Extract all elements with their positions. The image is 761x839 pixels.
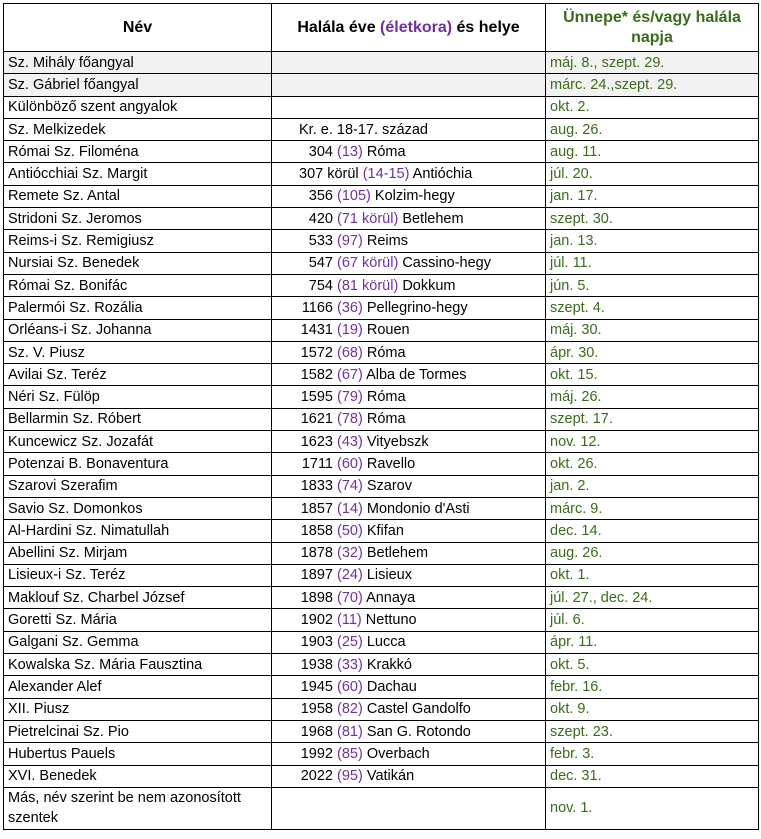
cell-death xyxy=(272,431,546,453)
cell-feast: okt. 15. xyxy=(546,364,759,386)
death-year: 1595 xyxy=(300,389,333,406)
cell-name: Kowalska Sz. Mária Fausztina xyxy=(4,654,272,676)
death-age: (81 körül) xyxy=(337,277,399,294)
cell-death xyxy=(272,698,546,720)
cell-feast: júl. 6. xyxy=(546,609,759,631)
death-year: 1431 xyxy=(300,322,333,339)
death-place: Nettuno xyxy=(365,612,417,629)
death-place: Krakkó xyxy=(366,656,412,673)
cell-name: Antiócchiai Sz. Margit xyxy=(4,163,272,185)
death-age: (50) xyxy=(337,522,363,539)
death-year: 420 xyxy=(308,210,333,227)
table-row xyxy=(4,609,759,631)
saints-table xyxy=(3,3,759,830)
table-row xyxy=(4,141,759,163)
death-year: 356 xyxy=(308,188,333,205)
death-year: 754 xyxy=(308,277,333,294)
cell-death xyxy=(272,341,546,363)
death-age: (70) xyxy=(337,589,363,606)
death-year: 1902 xyxy=(300,612,333,629)
death-place: Castel Gandolfo xyxy=(366,701,471,718)
cell-feast: febr. 3. xyxy=(546,743,759,765)
death-age: (33) xyxy=(337,656,363,673)
death-age: (95) xyxy=(337,768,363,785)
cell-feast: szept. 23. xyxy=(546,720,759,742)
cell-feast: ápr. 30. xyxy=(546,341,759,363)
cell-name: Sz. Melkizedek xyxy=(4,118,272,140)
cell-death xyxy=(272,453,546,475)
death-year: 1938 xyxy=(300,656,333,673)
death-age: (67) xyxy=(337,366,363,383)
cell-name: Al-Hardini Sz. Nimatullah xyxy=(4,520,272,542)
death-year: 1623 xyxy=(300,433,333,450)
table-row xyxy=(4,654,759,676)
death-year: 2022 xyxy=(300,768,333,785)
death-age: (19) xyxy=(337,322,363,339)
cell-name: Sz. V. Piusz xyxy=(4,341,272,363)
death-age: (14-15) xyxy=(362,166,410,183)
death-age: (97) xyxy=(337,233,363,250)
cell-death xyxy=(272,230,546,252)
cell-feast: jan. 13. xyxy=(546,230,759,252)
cell-feast: dec. 14. xyxy=(546,520,759,542)
death-age: (82) xyxy=(337,701,363,718)
table-row xyxy=(4,96,759,118)
cell-death xyxy=(272,765,546,787)
cell-feast: szept. 4. xyxy=(546,297,759,319)
death-year: 1582 xyxy=(300,366,333,383)
cell-feast: júl. 20. xyxy=(546,163,759,185)
cell-feast: aug. 26. xyxy=(546,118,759,140)
death-place: Betlehem xyxy=(402,210,464,227)
death-age: (60) xyxy=(337,678,363,695)
table-row xyxy=(4,765,759,787)
cell-feast: nov. 12. xyxy=(546,431,759,453)
cell-feast: okt. 5. xyxy=(546,654,759,676)
cell-death xyxy=(272,163,546,185)
death-place: Mondonio d'Asti xyxy=(366,500,470,517)
cell-death xyxy=(272,96,546,118)
table-row xyxy=(4,787,759,829)
cell-name: Néri Sz. Fülöp xyxy=(4,386,272,408)
header-feast: Ünnepe* és/vagy halála napja xyxy=(546,4,759,52)
death-age: (67 körül) xyxy=(337,255,399,272)
cell-feast: jún. 5. xyxy=(546,274,759,296)
table-row xyxy=(4,453,759,475)
death-year: Kr. e. 18-17. század xyxy=(299,121,428,138)
cell-death xyxy=(272,364,546,386)
death-age: (74) xyxy=(337,478,363,495)
cell-feast: okt. 1. xyxy=(546,564,759,586)
death-year: 1992 xyxy=(300,745,333,762)
cell-name: Palermói Sz. Rozália xyxy=(4,297,272,319)
death-place: Pellegrino-hegy xyxy=(366,299,468,316)
death-place: Overbach xyxy=(366,745,430,762)
table-row xyxy=(4,252,759,274)
table-row xyxy=(4,520,759,542)
cell-name: Más, név szerint be nem azonosított szentek xyxy=(4,787,272,829)
cell-death xyxy=(272,720,546,742)
cell-feast: dec. 31. xyxy=(546,765,759,787)
cell-name: Abellini Sz. Mirjam xyxy=(4,542,272,564)
table-row xyxy=(4,720,759,742)
death-year: 1572 xyxy=(300,344,333,361)
death-place: Kolzim-hegy xyxy=(374,188,455,205)
cell-death xyxy=(272,520,546,542)
cell-death xyxy=(272,386,546,408)
table-row xyxy=(4,52,759,74)
cell-death xyxy=(272,631,546,653)
table-row xyxy=(4,564,759,586)
table-row xyxy=(4,319,759,341)
death-year: 1897 xyxy=(300,567,333,584)
cell-name: Potenzai B. Bonaventura xyxy=(4,453,272,475)
death-age: (79) xyxy=(337,389,363,406)
table-row xyxy=(4,74,759,96)
death-place: Annaya xyxy=(366,589,416,606)
cell-name: Remete Sz. Antal xyxy=(4,185,272,207)
table-row xyxy=(4,587,759,609)
table-row xyxy=(4,297,759,319)
cell-name: Orléans-i Sz. Johanna xyxy=(4,319,272,341)
death-age: (78) xyxy=(337,411,363,428)
table-row xyxy=(4,542,759,564)
cell-feast: máj. 26. xyxy=(546,386,759,408)
death-place: Dokkum xyxy=(402,277,456,294)
death-place: Kfifan xyxy=(366,522,404,539)
table-row xyxy=(4,408,759,430)
cell-death xyxy=(272,542,546,564)
death-place: Lucca xyxy=(366,634,406,651)
table-row xyxy=(4,631,759,653)
death-age: (25) xyxy=(337,634,363,651)
cell-death xyxy=(272,52,546,74)
cell-death xyxy=(272,497,546,519)
cell-name: Római Sz. Filoména xyxy=(4,141,272,163)
header-death-age: (életkora) xyxy=(380,18,453,36)
death-age: (43) xyxy=(337,433,363,450)
cell-name: Szarovi Szerafim xyxy=(4,475,272,497)
header-death xyxy=(272,4,546,52)
death-age: (71 körül) xyxy=(337,210,399,227)
death-place: Antióchia xyxy=(412,166,473,183)
death-age: (105) xyxy=(337,188,371,205)
death-place: Betlehem xyxy=(366,545,429,562)
table-row xyxy=(4,341,759,363)
death-age: (36) xyxy=(337,299,363,316)
death-year: 304 xyxy=(308,143,333,160)
death-age: (85) xyxy=(337,745,363,762)
death-age: (60) xyxy=(337,455,363,472)
death-age: (24) xyxy=(337,567,363,584)
cell-name: XII. Piusz xyxy=(4,698,272,720)
table-row xyxy=(4,431,759,453)
cell-feast: febr. 16. xyxy=(546,676,759,698)
table-row xyxy=(4,698,759,720)
death-place: Róma xyxy=(366,143,406,160)
death-place: Róma xyxy=(366,344,406,361)
cell-name: Római Sz. Bonifác xyxy=(4,274,272,296)
cell-death xyxy=(272,208,546,230)
death-place: Vatikán xyxy=(366,768,415,785)
table-row xyxy=(4,676,759,698)
cell-feast: aug. 11. xyxy=(546,141,759,163)
death-year: 1968 xyxy=(300,723,333,740)
cell-feast: jan. 17. xyxy=(546,185,759,207)
cell-feast: okt. 2. xyxy=(546,96,759,118)
death-age: (32) xyxy=(337,545,363,562)
cell-feast: okt. 9. xyxy=(546,698,759,720)
cell-name: Különböző szent angyalok xyxy=(4,96,272,118)
death-age: (68) xyxy=(337,344,363,361)
table-row xyxy=(4,743,759,765)
cell-name: Galgani Sz. Gemma xyxy=(4,631,272,653)
death-year: 1945 xyxy=(300,678,333,695)
cell-death xyxy=(272,74,546,96)
header-name: Név xyxy=(4,4,272,52)
cell-name: Kuncewicz Sz. Jozafát xyxy=(4,431,272,453)
death-year: 533 xyxy=(308,233,333,250)
cell-death xyxy=(272,118,546,140)
death-age: (14) xyxy=(337,500,363,517)
table-row xyxy=(4,364,759,386)
cell-feast: aug. 26. xyxy=(546,542,759,564)
table-row xyxy=(4,274,759,296)
cell-death xyxy=(272,676,546,698)
cell-name: Sz. Mihály főangyal xyxy=(4,52,272,74)
cell-feast: jan. 2. xyxy=(546,475,759,497)
death-year: 1858 xyxy=(300,522,333,539)
cell-name: Goretti Sz. Mária xyxy=(4,609,272,631)
cell-death xyxy=(272,654,546,676)
cell-name: Nursiai Sz. Benedek xyxy=(4,252,272,274)
cell-death xyxy=(272,609,546,631)
cell-name: Alexander Alef xyxy=(4,676,272,698)
death-year: 1878 xyxy=(300,545,333,562)
cell-death xyxy=(272,297,546,319)
header-death-a: Halála éve xyxy=(297,18,381,36)
death-place: Szarov xyxy=(366,478,412,495)
cell-death xyxy=(272,564,546,586)
death-age: (13) xyxy=(337,143,363,160)
cell-feast: szept. 17. xyxy=(546,408,759,430)
cell-name: Savio Sz. Domonkos xyxy=(4,497,272,519)
table-row xyxy=(4,185,759,207)
death-year: 1903 xyxy=(300,634,333,651)
death-place: Ravello xyxy=(366,455,416,472)
death-place: Vityebszk xyxy=(366,433,429,450)
cell-feast: márc. 9. xyxy=(546,497,759,519)
death-year: 1958 xyxy=(300,701,333,718)
header-death-b: és helye xyxy=(452,18,520,36)
death-place: Lisieux xyxy=(366,567,412,584)
cell-feast: okt. 26. xyxy=(546,453,759,475)
table-row xyxy=(4,163,759,185)
cell-name: Stridoni Sz. Jeromos xyxy=(4,208,272,230)
cell-feast: júl. 27., dec. 24. xyxy=(546,587,759,609)
cell-feast: szept. 30. xyxy=(546,208,759,230)
death-place: Rouen xyxy=(366,322,410,339)
death-year: 547 xyxy=(308,255,333,272)
cell-death xyxy=(272,252,546,274)
cell-name: Hubertus Pauels xyxy=(4,743,272,765)
header-row xyxy=(4,4,759,52)
cell-death xyxy=(272,787,546,829)
death-place: Róma xyxy=(366,389,406,406)
table-row xyxy=(4,118,759,140)
death-place: Alba de Tormes xyxy=(366,366,467,383)
cell-death xyxy=(272,475,546,497)
death-year: 1833 xyxy=(300,478,333,495)
death-place: Reims xyxy=(366,233,408,250)
cell-feast: márc. 24.,szept. 29. xyxy=(546,74,759,96)
cell-name: Sz. Gábriel főangyal xyxy=(4,74,272,96)
death-place: Cassino-hegy xyxy=(402,255,491,272)
death-year: 1857 xyxy=(300,500,333,517)
cell-feast: máj. 30. xyxy=(546,319,759,341)
table-row xyxy=(4,497,759,519)
cell-death xyxy=(272,587,546,609)
death-age: (11) xyxy=(337,612,362,629)
cell-feast: nov. 1. xyxy=(546,787,759,829)
cell-name: XVI. Benedek xyxy=(4,765,272,787)
death-place: San G. Rotondo xyxy=(366,723,471,740)
death-age: (81) xyxy=(337,723,363,740)
cell-feast: máj. 8., szept. 29. xyxy=(546,52,759,74)
cell-name: Pietrelcinai Sz. Pio xyxy=(4,720,272,742)
cell-death xyxy=(272,319,546,341)
death-year: 1898 xyxy=(300,589,333,606)
cell-feast: ápr. 11. xyxy=(546,631,759,653)
cell-name: Lisieux-i Sz. Teréz xyxy=(4,564,272,586)
cell-name: Bellarmin Sz. Róbert xyxy=(4,408,272,430)
table-body xyxy=(4,52,759,830)
death-year: 1711 xyxy=(301,455,333,472)
death-year: 307 körül xyxy=(299,166,359,183)
cell-death xyxy=(272,141,546,163)
table-row xyxy=(4,386,759,408)
death-place: Róma xyxy=(366,411,406,428)
cell-death xyxy=(272,274,546,296)
death-year: 1621 xyxy=(300,411,333,428)
cell-name: Avilai Sz. Teréz xyxy=(4,364,272,386)
cell-name: Maklouf Sz. Charbel József xyxy=(4,587,272,609)
death-place: Dachau xyxy=(366,678,417,695)
cell-name: Reims-i Sz. Remigiusz xyxy=(4,230,272,252)
cell-death xyxy=(272,743,546,765)
cell-death xyxy=(272,408,546,430)
table-row xyxy=(4,208,759,230)
cell-feast: júl. 11. xyxy=(546,252,759,274)
death-year: 1166 xyxy=(301,299,333,316)
table-row xyxy=(4,230,759,252)
cell-death xyxy=(272,185,546,207)
table-row xyxy=(4,475,759,497)
